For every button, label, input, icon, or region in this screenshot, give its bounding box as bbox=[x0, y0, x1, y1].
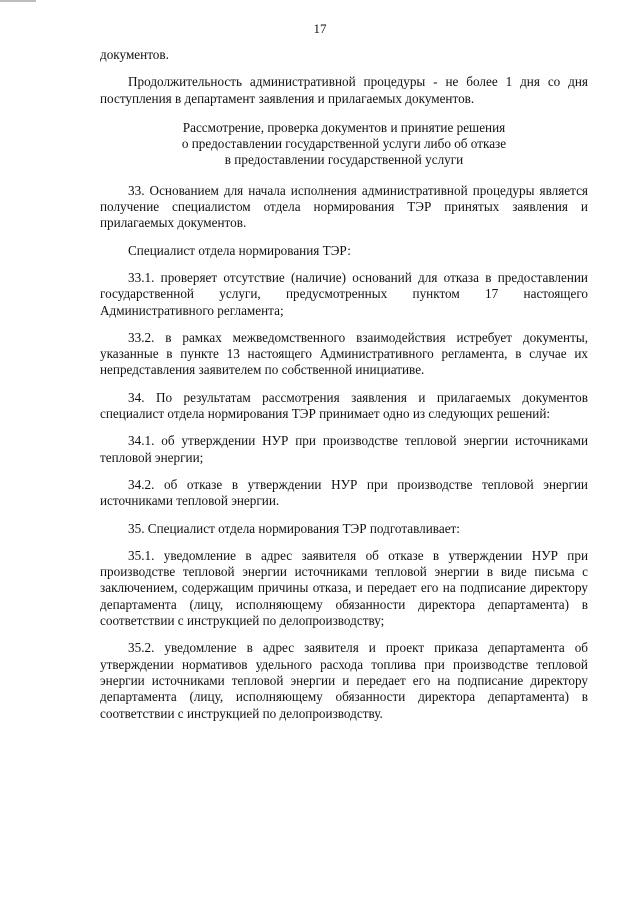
paragraph-33-2: 33.2. в рамках межведомственного взаимодействия истребует документы, указанные в пункте 13 настоящего Административного регламента, в случае их непредставления заявителем по собственной инициативе. bbox=[100, 329, 588, 378]
paragraph-33-1: 33.1. проверяет отсутствие (наличие) оснований для отказа в предоставлении государственной услуги, предусмотренных пунктом 17 настоящего Административного регламента; bbox=[100, 269, 588, 318]
scan-corner-mark bbox=[0, 0, 36, 2]
paragraph-35: 35. Специалист отдела нормирования ТЭР подготавливает: bbox=[128, 520, 460, 536]
paragraph-specialist-intro: Специалист отдела нормирования ТЭР: bbox=[128, 242, 351, 258]
section-heading-line-1: Рассмотрение, проверка документов и принятие решения bbox=[182, 119, 506, 135]
section-heading-line-2: о предоставлении государственной услуги либо об отказе bbox=[181, 136, 507, 152]
paragraph-35-1: 35.1. уведомление в адрес заявителя об отказе в утверждении НУР при производстве тепловой энергии источниками тепловой энергии в виде письма с заключением, содержащим причины отказа, и передает его на подписание директору департамента (лицу, исполняющему обязанности директора департамента) в соответствии с инструкцией по делопроизводству; bbox=[100, 547, 588, 629]
paragraph-34-1: 34.1. об утверждении НУР при производстве тепловой энергии источниками тепловой энергии; bbox=[100, 433, 588, 465]
section-heading-line-3: в предоставлении государственной услуги bbox=[224, 152, 464, 168]
document-body bbox=[100, 47, 588, 722]
paragraph-continuation: документов. bbox=[100, 47, 169, 62]
page-number: 17 bbox=[313, 21, 327, 36]
paragraph-33: 33. Основанием для начала исполнения административной процедуры является получение специалистом отдела нормирования ТЭР принятых заявления и прилагаемых документов. bbox=[100, 182, 588, 231]
paragraph-34-2: 34.2. об отказе в утверждении НУР при производстве тепловой энергии источниками тепловой энергии. bbox=[100, 476, 588, 509]
paragraph-34: 34. По результатам рассмотрения заявления и прилагаемых документов специалист отдела нормирования ТЭР принимает одно из следующих решений: bbox=[100, 389, 588, 422]
section-heading bbox=[100, 120, 588, 169]
paragraph-procedure-duration: Продолжительность административной процедуры - не более 1 дня со дня поступления в департамент заявления и прилагаемых документов. bbox=[100, 74, 588, 106]
paragraph-35-2: 35.2. уведомление в адрес заявителя и проект приказа департамента об утверждении нормативов удельного расхода топлива при производстве тепловой энергии источниками тепловой энергии и передает его на подписание директору департамента (лицу, исполняющему обязанности директора департамента) в соответствии с инструкцией по делопроизводству. bbox=[100, 640, 588, 721]
